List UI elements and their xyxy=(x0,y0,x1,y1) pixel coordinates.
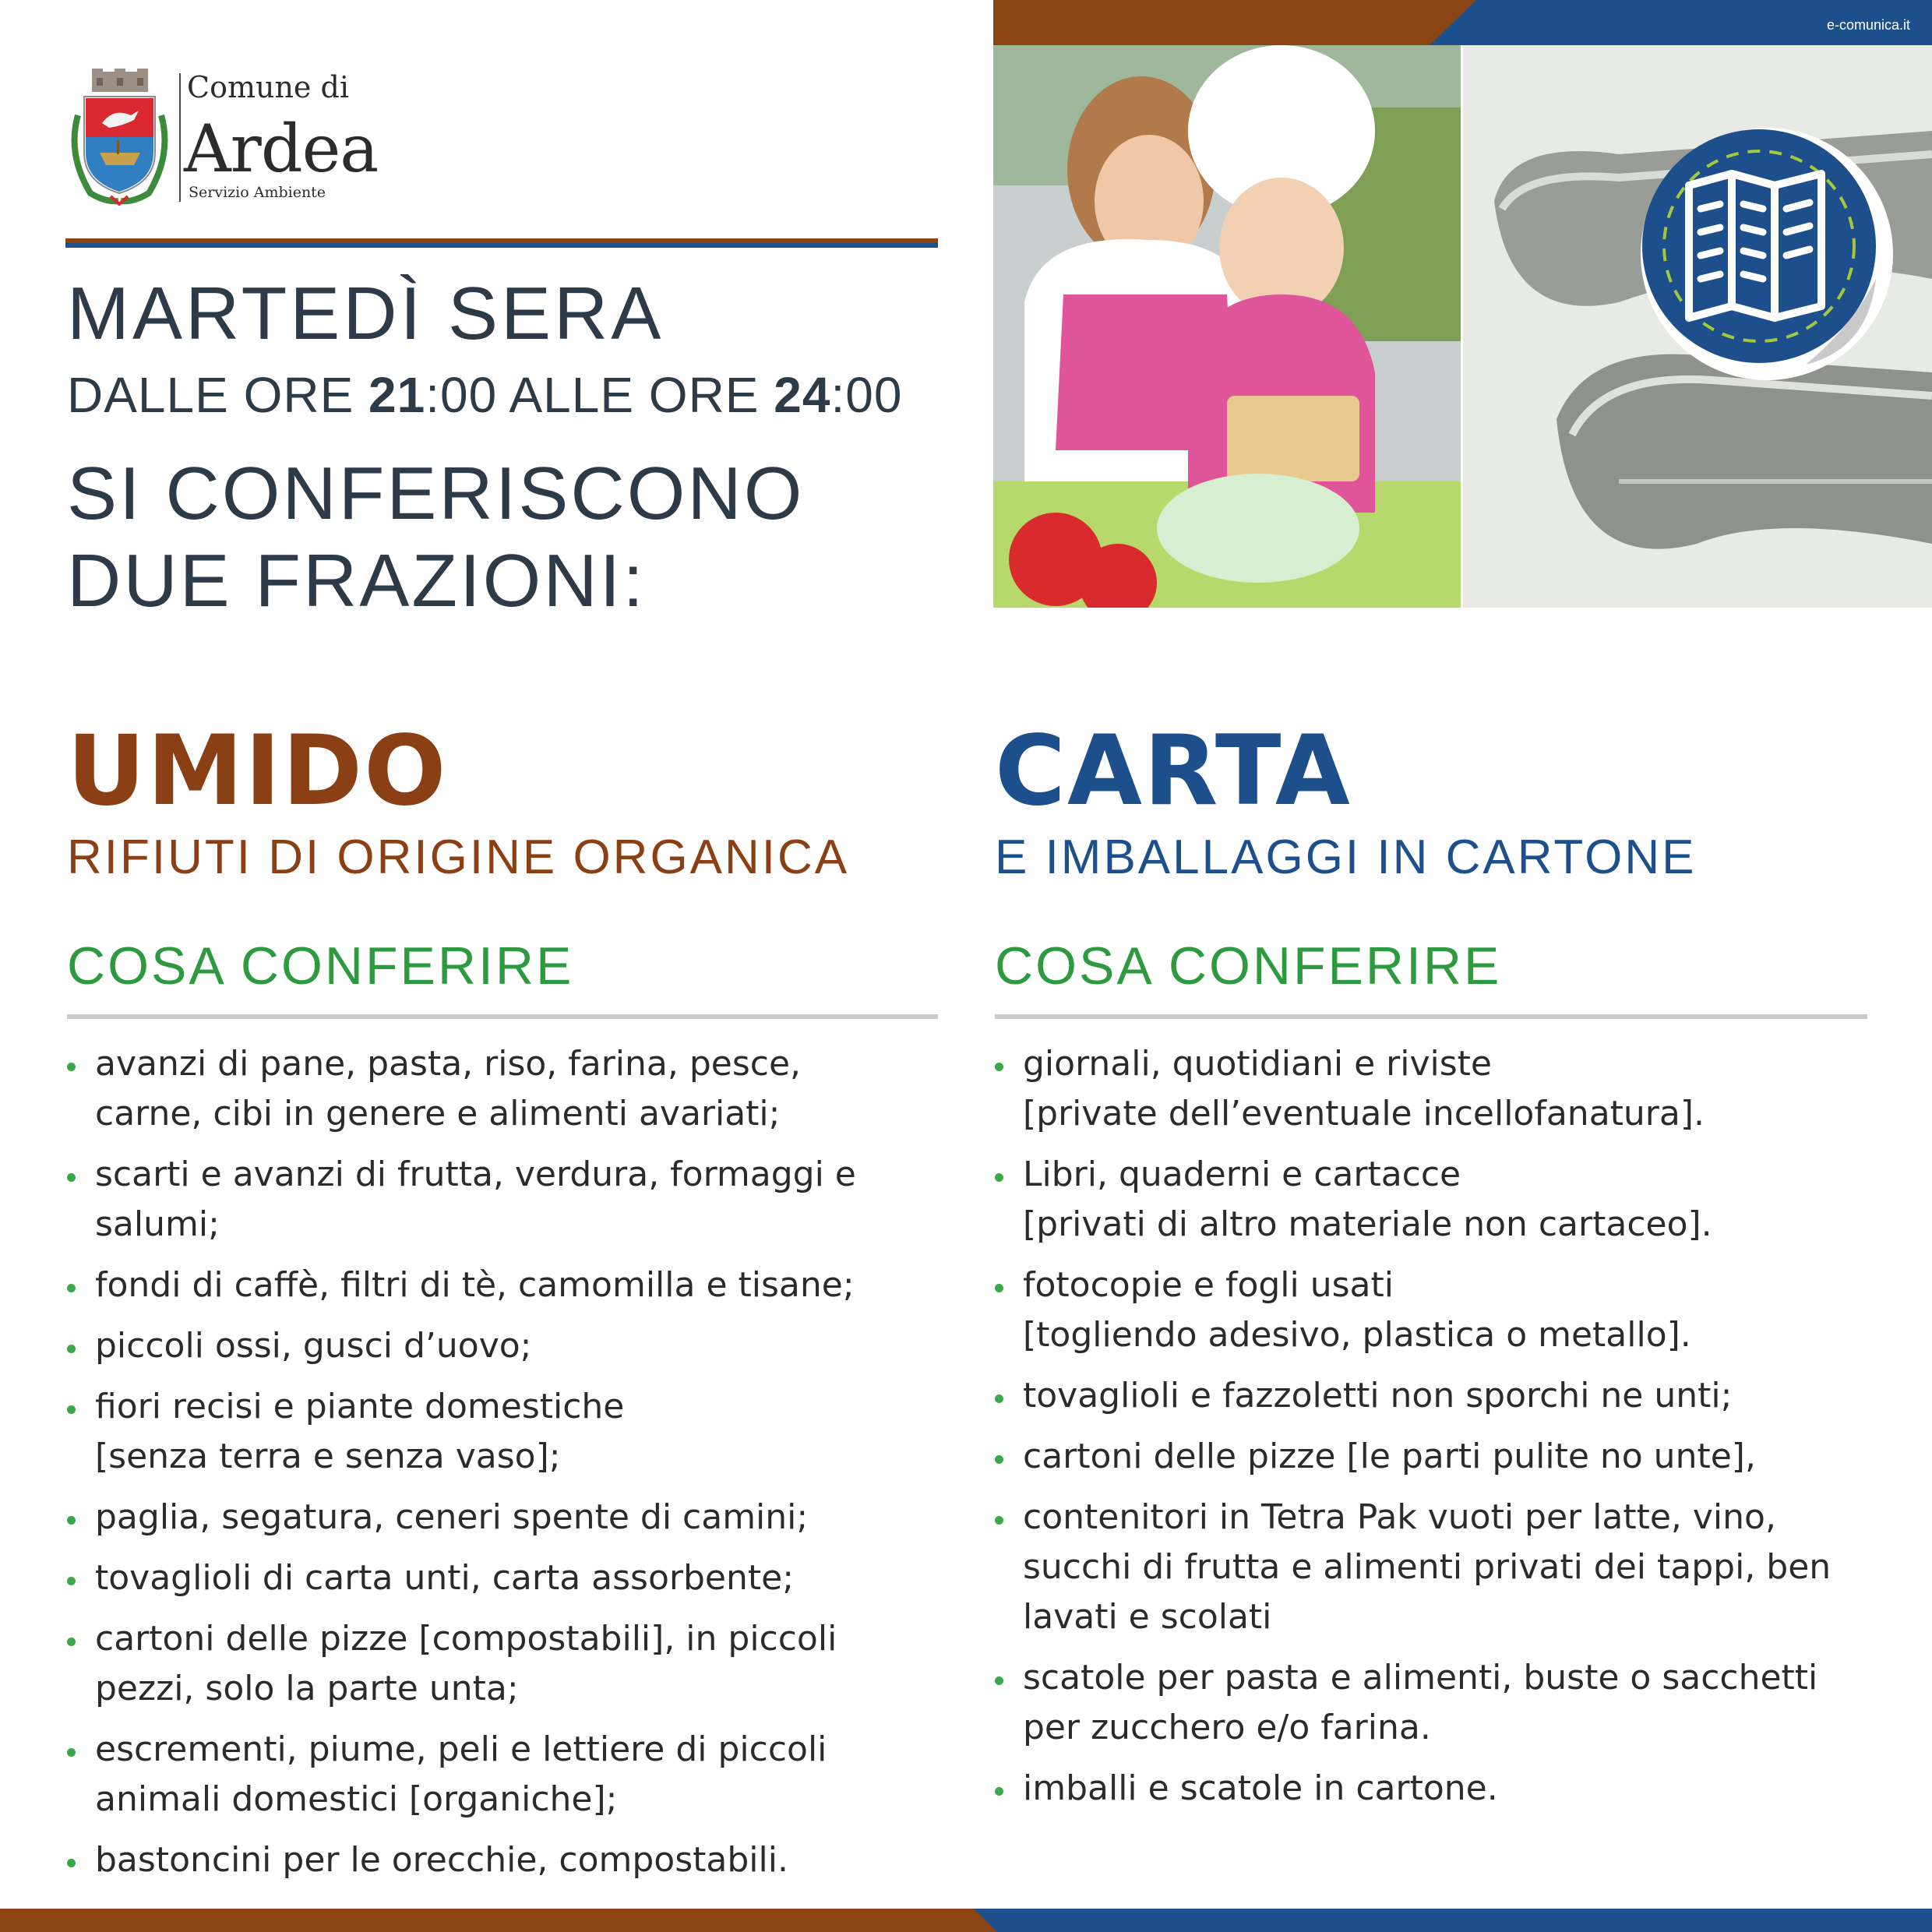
start-minutes: :00 xyxy=(425,367,498,423)
umido-title: UMIDO xyxy=(67,715,448,827)
umido-items-list xyxy=(67,1039,955,1885)
hours-prefix: DALLE ORE xyxy=(67,367,354,423)
day-label: MARTEDÌ xyxy=(67,272,425,355)
city-name: Ardea xyxy=(184,111,379,187)
carta-items-list xyxy=(995,1039,1883,1814)
umido-section-heading: COSA CONFERIRE xyxy=(67,936,574,996)
umido-subtitle: RIFIUTI DI ORIGINE ORGANICA xyxy=(67,830,850,884)
list-item: contenitori in Tetra Pak vuoti per latte, vino, succhi di frutta e alimenti privati dei tappi, ben lavati e scolati xyxy=(995,1493,1891,1642)
list-item: paglia, segatura, ceneri spente di camini; xyxy=(67,1493,940,1542)
intro-heading xyxy=(67,450,804,625)
photo-top-bar xyxy=(993,0,1932,45)
evening-label: SERA xyxy=(447,272,665,355)
carta-divider xyxy=(995,1014,1867,1019)
end-hour: 24 xyxy=(774,367,831,423)
list-item: cartoni delle pizze [le parti pulite no unte], xyxy=(995,1432,1891,1482)
footer-bar xyxy=(0,1909,1932,1932)
collection-hours xyxy=(67,366,902,424)
umido-section xyxy=(67,717,955,1896)
list-item: scatole per pasta e alimenti, buste o sacchetti per zucchero e/o farina. xyxy=(995,1653,1891,1753)
collection-day xyxy=(67,271,664,357)
intro-line-1: SI CONFERISCONO xyxy=(67,452,805,535)
newspaper-photo xyxy=(1463,45,1932,608)
header-rule xyxy=(65,238,938,248)
municipality-logo xyxy=(67,65,402,213)
list-item: giornali, quotidiani e riviste [private dell’eventuale incellofanatura]. xyxy=(995,1039,1891,1139)
department-label: Servizio Ambiente xyxy=(189,184,326,201)
comune-label: Comune di xyxy=(187,70,349,104)
list-item: fiori recisi e piante domestiche [senza terra e senza vaso]; xyxy=(67,1382,940,1482)
list-item: cartoni delle pizze [compostabili], in piccoli pezzi, solo la parte unta; xyxy=(67,1614,940,1714)
list-item: escrementi, piume, peli e lettiere di piccoli animali domestici [organiche]; xyxy=(67,1725,940,1824)
cooking-family-photo xyxy=(993,45,1461,608)
carta-subtitle: E IMBALLAGGI IN CARTONE xyxy=(995,830,1697,884)
list-item: piccoli ossi, gusci d’uovo; xyxy=(67,1321,940,1371)
carta-title: CARTA xyxy=(995,715,1352,827)
list-item: tovaglioli e fazzoletti non sporchi ne unti; xyxy=(995,1371,1891,1421)
end-minutes: :00 xyxy=(830,367,903,423)
intro-line-2: DUE FRAZIONI: xyxy=(67,539,647,622)
hours-middle: ALLE ORE xyxy=(509,367,760,423)
site-label: e-comunica.it xyxy=(1826,17,1910,33)
list-item: fondi di caffè, filtri di tè, camomilla e tisane; xyxy=(67,1260,940,1310)
carta-section-heading: COSA CONFERIRE xyxy=(995,936,1502,996)
list-item: avanzi di pane, pasta, riso, farina, pesce, carne, cibi in genere e alimenti avariati; xyxy=(67,1039,940,1139)
list-item: bastoncini per le orecchie, compostabili. xyxy=(67,1835,940,1885)
carta-section xyxy=(995,717,1883,1824)
list-item: scarti e avanzi di frutta, verdura, formaggi e salumi; xyxy=(67,1150,940,1250)
photo-panel xyxy=(993,0,1932,608)
list-item: Libri, quaderni e cartacce [privati di altro materiale non cartaceo]. xyxy=(995,1150,1891,1250)
logo-divider xyxy=(179,73,181,202)
list-item: fotocopie e fogli usati [togliendo adesivo, plastica o metallo]. xyxy=(995,1260,1891,1360)
municipal-crest-icon xyxy=(67,69,172,206)
umido-divider xyxy=(67,1014,938,1019)
start-hour: 21 xyxy=(368,367,426,423)
list-item: tovaglioli di carta unti, carta assorbente; xyxy=(67,1553,940,1603)
list-item: imballi e scatole in cartone. xyxy=(995,1764,1891,1814)
